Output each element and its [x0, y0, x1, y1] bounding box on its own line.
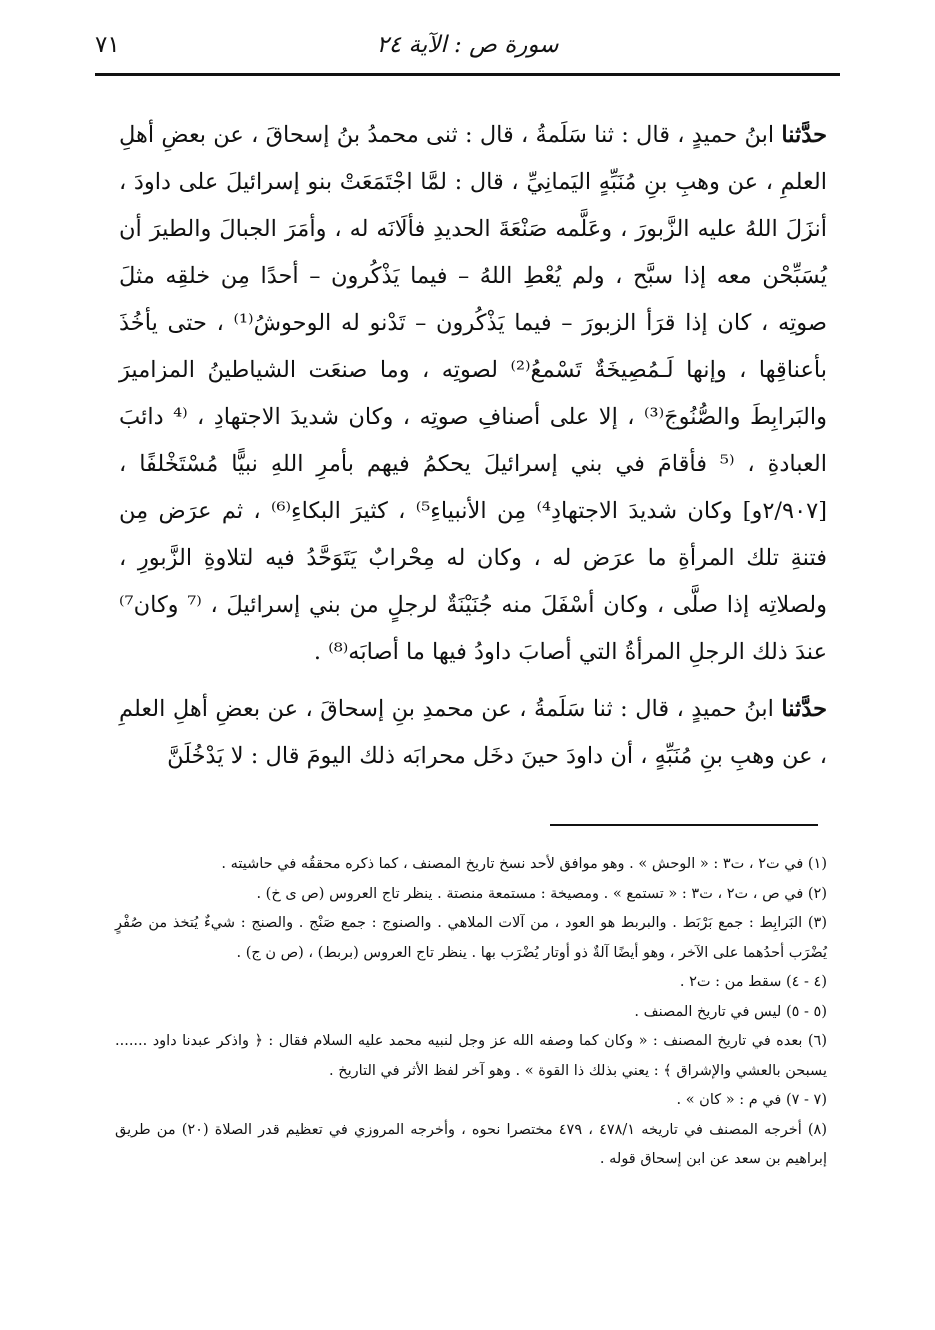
- main-text: [119, 112, 827, 780]
- paragraph-1-text: ابنُ حميدٍ ، قال : ثنا سَلَمةُ ، قال : ثنى محمدُ بنُ إسحاقَ ، عن بعضِ أهلِ العلمِ ، عن وهبِ بنِ مُنَبِّهٍ اليَمانِيِّ ، قال : لمَّا اجْتَمَعَتْ بنو إسرائيلَ على داودَ ، أنزَلَ اللهُ عليه الزَّبورَ ، وعَلَّمه صَنْعَةَ الحديدِ فألَانَه له ، وأمَرَ الجبالَ والطيرَ أن يُسَبِّحْن معه إذا سبَّح ، ولم يُعْطِ اللهُ – فيما يَذْكُرون – أحدًا مِن خلقِه مثلَ صوتِه ، كان إذا قرَأ الزبورَ – فيما يَذْكُرون – تَدْنو له الوحوشُ⁽¹⁾ ، حتى يأخُذَ بأعناقِها ، وإنها لَـمُصِيخَةٌ تَسْمعُ⁽²⁾ لصوتِه ، وما صنعَت الشياطينُ المزاميرَ والبَرابِطَ والصُّنُوجَ⁽³⁾ ، إلا على أصنافِ صوتِه ، وكان شديدَ الاجتهادِ ، ⁽⁴ دائبَ العبادةِ ، ⁽⁵ فأقامَ في بني إسرائيلَ يحكمُ فيهم بأمرِ اللهِ نبيًّا مُسْتَخْلفًا ، [٢/٩٠٧و] وكان شديدَ الاجتهادِ⁴⁾ مِن الأنبياءِ⁵⁾ ، كثيرَ البكاءِ⁽⁶⁾ ، ثم عرَض مِن فتنةِ تلك المرأةِ ما عرَض له ، وكان له مِحْرابٌ يَتَوَحَّدُ فيه لتلاوةِ الزَّبورِ ، ولصلاتِه إذا صلَّى ، وكان أسْفَلَ منه جُنَيْنَةٌ لرجلٍ من بني إسرائيلَ ، ⁽⁷ وكان⁷⁾ عندَ ذلك الرجلِ المرأةُ التي أصابَ داودُ فيها ما أصابَه⁽⁸⁾ .: [119, 122, 828, 665]
- footnote-1: (١) في ت٢ ، ت٣ : « الوحش » . وهو موافق لأحد نسخ تاريخ المصنف ، كما ذكره محققُه في حاشيته .: [221, 856, 827, 872]
- paragraph-2-text: ابنُ حميدٍ ، قال : ثنا سَلَمةُ ، عن محمدِ بنِ إسحاقَ ، عن بعضِ أهلِ العلمِ ، عن وهبِ بنِ مُنَبِّهٍ ، أن داودَ حينَ دخَل محرابَه ذلك اليومَ قال : لا يَدْخُلَنَّ: [119, 696, 827, 769]
- footnote-7: (٧ - ٧) في م : « كان » .: [676, 1092, 827, 1108]
- paragraph-2-lead: حدَّثنا: [781, 696, 828, 722]
- paragraph-1-lead: حدَّثنا: [781, 122, 827, 148]
- footnote-4: (٤ - ٤) سقط من : ت٢ .: [679, 974, 827, 990]
- footnote-6: (٦) بعده في تاريخ المصنف : « وكان كما وصفه الله عز وجل لنبيه محمد عليه السلام فقال : ﴿ واذكر عبدنا داود ....... يسبحن بالعشي والإشراق ﴾ : يعني بذلك ذا القوة » . وهو آخر لفظ الأثر في التاريخ .: [115, 1033, 827, 1079]
- footnotes: [115, 850, 827, 1175]
- footnote-5: (٥ - ٥) ليس في تاريخ المصنف .: [634, 1003, 827, 1020]
- page-header: [95, 28, 840, 68]
- footnote-8: (٨) أخرجه المصنف في تاريخه ٤٧٨/١ ، ٤٧٩ مختصرا نحوه ، وأخرجه المروزي في تعظيم قدر الصلاة (٢٠) من طريق إبراهيم بن سعد عن ابن إسحاق قوله .: [115, 1121, 827, 1167]
- header-rule: [95, 73, 840, 76]
- running-title: سورة ص : الآية ٢٤: [376, 32, 559, 58]
- paragraph-1: [119, 112, 827, 676]
- page-number: ٧١: [95, 32, 120, 58]
- paragraph-2: [119, 686, 827, 780]
- footnote-separator: [550, 824, 818, 826]
- footnote-2: (٢) في ص ، ت٢ ، ت٣ : « تستمع » . ومصيخة : مستمعة منصتة . ينظر تاج العروس (ص ى خ) .: [256, 885, 827, 902]
- footnote-3: (٣) البَرابِط : جمع بَرْبَط . والبربط هو العود ، من آلات الملاهي . والصنوج : جمع صَنْج . والصنج : شيءٌ يُتخذ من صُفْرٍ يُضْرَب أحدُهما على الآخر ، وهو أيضًا آلةٌ ذو أوتار يُضْرَب بها . ينظر تاج العروس (بربط) ، (ص ن ج) .: [115, 915, 827, 961]
